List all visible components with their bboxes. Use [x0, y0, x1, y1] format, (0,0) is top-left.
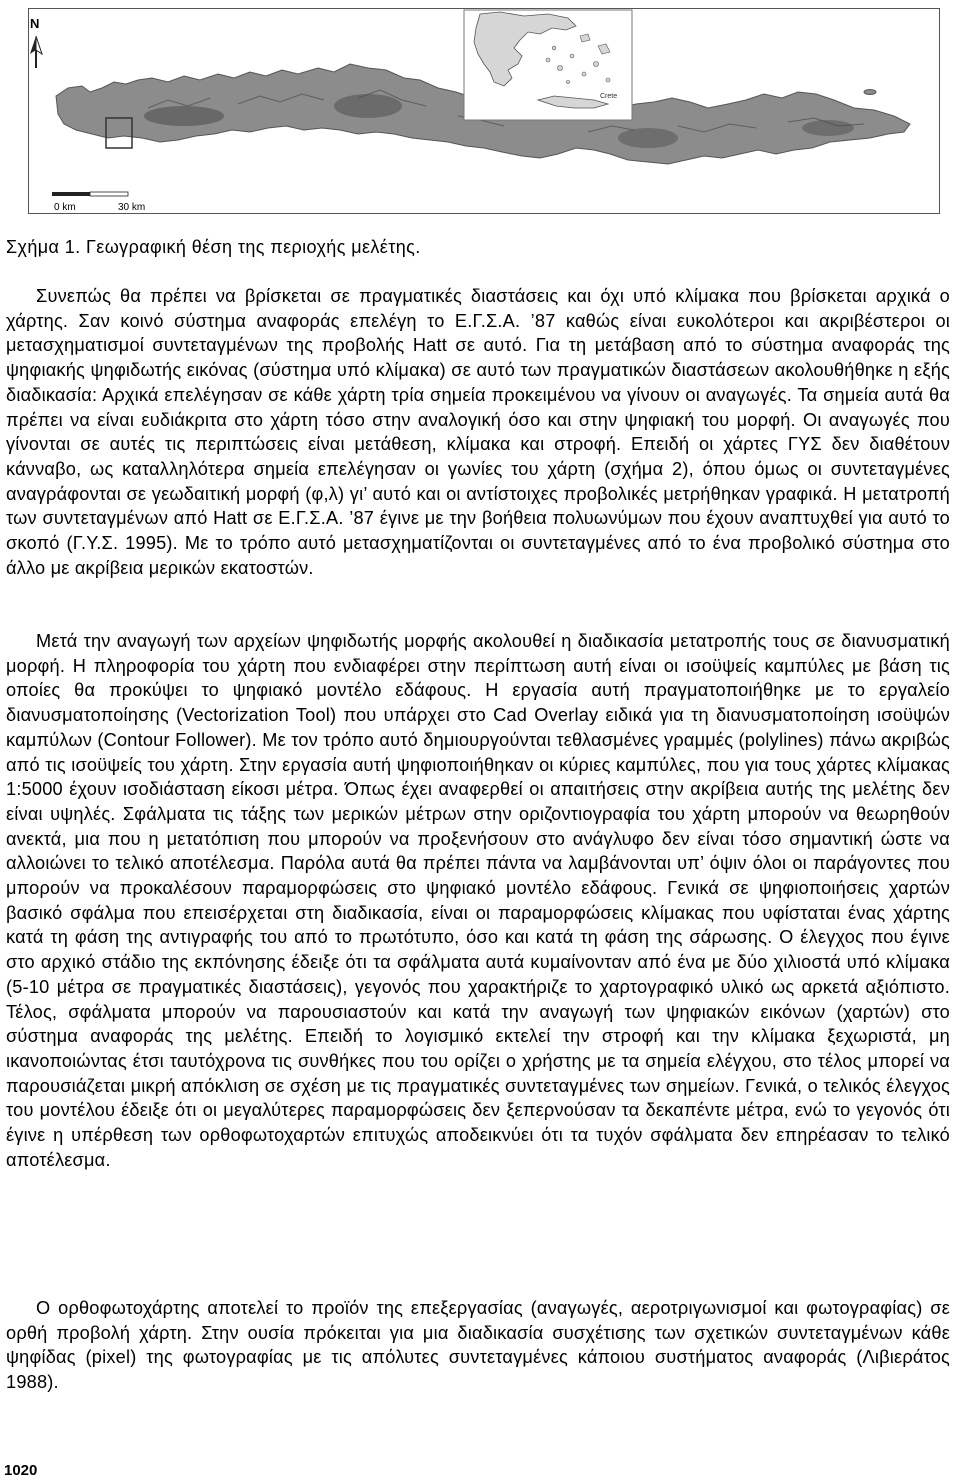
paragraph-3: Ο ορθοφωτοχάρτης αποτελεί το προϊόν της επεξεργασίας (αναγωγές, αεροτριγωνισμοί και φωτογραφίας) σε ορθή προβολή χάρτη. Στην ουσία πρόκειται για μια διαδικασία συσχέτισης των σχετικών συντεταγμένων κάθε ψηφίδας (pixel) της φωτογραφίας με τις απόλυτες συντεταγμένες κάποιου συστήματος αναφοράς (Λιβιεράτος 1988).	[6, 1298, 950, 1393]
scale-bar-dark	[52, 192, 90, 196]
scale-end-label: 30 km	[118, 202, 146, 213]
page-number: 1020	[4, 1462, 38, 1479]
paragraph-1: Συνεπώς θα πρέπει να βρίσκεται σε πραγματικές διαστάσεις και όχι υπό κλίμακα που βρίσκεται αρχικά ο χάρτης. Σαν κοινό σύστημα αναφοράς επελέγη το Ε.Γ.Σ.Α. ’87 καθώς είναι ευκολότεροι και ακριβέστεροι οι μετασχηματισμοί συντεταγμένων της προβολής Hatt σε αυτό. Για τη μετάβαση από το σύστημα αναφοράς της ψηφιακής ψηφιδωτής εικόνας (σύστημα υπό κλίμακα) σε αυτό των πραγματικών διαστάσεων ακολουθήθηκε η εξής διαδικασία: Αρχικά επελέγησαν σε κάθε χάρτη τρία σημεία προκειμένου να γίνουν οι αναγωγές. Τα σημεία αυτά θα πρέπει να είναι ευδιάκριτα στο χάρτη τόσο στην αναλογική όσο και στην ψηφιακή του μορφή. Οι αναγωγές που γίνονται σε αυτές τις περιπτώσεις είναι μετάθεση, κλίμακα και στροφή. Επειδή οι χάρτες ΓΥΣ δεν διαθέτουν κάνναβο, ως καταλληλότερα σημεία επελέγησαν οι γωνίες του χάρτη (σχήμα 2), όπου όμως οι συντεταγμένες αναγράφονται σε γεωδαιτική μορφή (φ,λ) γι’ αυτό και οι αντίστοιχες προβολικές μετρήθηκαν γραφικά. Η μετατροπή των συντεταγμένων από Hatt σε Ε.Γ.Σ.Α. ’87 έγινε με την βοήθεια πολυωνύμων που έχουν αναπτυχθεί για αυτό το σκοπό (Γ.Υ.Σ. 1995). Με το τρόπο αυτό μετασχηματίζονται οι συντεταγμένες από το ένα προβολικό σύστημα στο άλλο με ακρίβεια μερικών εκατοστών.	[6, 286, 950, 578]
study-area-map-figure	[28, 8, 940, 214]
scale-start-label: 0 km	[54, 202, 76, 213]
figure-caption: Σχήμα 1. Γεωγραφική θέση της περιοχής μελέτης.	[6, 237, 421, 257]
greece-inset-map	[464, 10, 632, 120]
north-label: N	[30, 16, 40, 31]
islet	[864, 90, 876, 95]
scale-bar-light	[90, 192, 128, 196]
inset-crete-label: Crete	[600, 93, 618, 100]
paragraph-2: Μετά την αναγωγή των αρχείων ψηφιδωτής μορφής ακολουθεί η διαδικασία μετατροπής τους σε διανυσματική μορφή. Η πληροφορία του χάρτη που ενδιαφέρει στην περίπτωση αυτή είναι οι ισοϋψείς καμπύλες με βάση τις οποίες θα προκύψει το ψηφιακό μοντέλο εδάφους. Η εργασία αυτή πραγματοποιήθηκε με το εργαλείο διανυσματοποίησης (Vectorization Tool) που υπάρχει στο Cad Overlay ειδικά για τη διανυσματοποίηση ισοϋψών καμπύλων (Contour Follower). Με τον τρόπο αυτό δημιουργούνται τεθλασμένες γραμμές (polylines) πάνω ακριβώς από τις ισοϋψείς του χάρτη. Στην εργασία αυτή ψηφιοποιήθηκαν οι κύριες καμπύλες, που για τους χάρτες κλίμακας 1:5000 έχουν ισοδιάσταση είκοσι μέτρα. Όπως έχει αναφερθεί οι απαιτήσεις στην ακρίβεια αυτής της μελέτης δεν είναι υψηλές. Σφάλματα τις τάξης των μερικών μέτρων στην οριζοντιογραφία του χάρτη μπορούν να θεωρηθούν ανεκτά, μια που η μετατόπιση που μπορούν να προξενήσουν στο ανάγλυφο δεν είναι τόσο σημαντική ώστε να αλλοιώνει το τελικό αποτέλεσμα. Παρόλα αυτά θα πρέπει πάντα να λαμβάνονται υπ’ όψιν όλοι οι παράγοντες που μπορούν να προκαλέσουν παραμορφώσεις στο ψηφιακό μοντέλο εδάφους. Γενικά σε ψηφιοποιήσεις χαρτών βασικό σφάλμα που επεισέρχεται στη διαδικασία, είναι οι παραμορφώσεις κλίμακας που υφίσταται ένας χάρτης κατά τη φάση της αντιγραφής του από το πρωτότυπο, όσο και κατά τη φάση της σάρωσης. Ο έλεγχος που έγινε στο αρχικό στάδιο της εκπόνησης έδειξε ότι τα σφάλματα αυτά κυμαίνονταν από ένα με δύο χιλιοστά υπό κλίμακα (5-10 μέτρα σε πραγματικές διαστάσεις), γεγονός που χαρακτήριζε το χαρτογραφικό υλικό ως αρκετά αξιόπιστο. Τέλος, σφάλματα μπορούν να παρουσιαστούν και κατά την αναγωγή των ψηφιακών εικόνων (χαρτών) στο σύστημα αναφοράς της μελέτης. Επειδή το λογισμικό εκτελεί την στροφή και την κλίμακα ξεχωριστά, μη ικανοποιώντας έτσι ταυτόχρονα τις συνθήκες που του ορίζει ο χρήστης με τα σημεία ελέγχου, στο τέλος μπορεί να παρουσιάζεται μικρή απόκλιση σε σχέση με τις πραγματικές συντεταγμένες των σημείων. Γενικά, ο τελικός έλεγχος του μοντέλου έδειξε ότι οι μεγαλύτερες παραμορφώσεις δεν ξεπερνούσαν τα δεκαπέντε μέτρα, ενώ το γεγονός ότι έγινε η υπέρθεση των ορθοφωτοχαρτών επιτυχώς αποδεικνύει ότι τα τυχόν σφάλματα δεν επηρέασαν το τελικό αποτέλεσμα.	[6, 631, 950, 1170]
